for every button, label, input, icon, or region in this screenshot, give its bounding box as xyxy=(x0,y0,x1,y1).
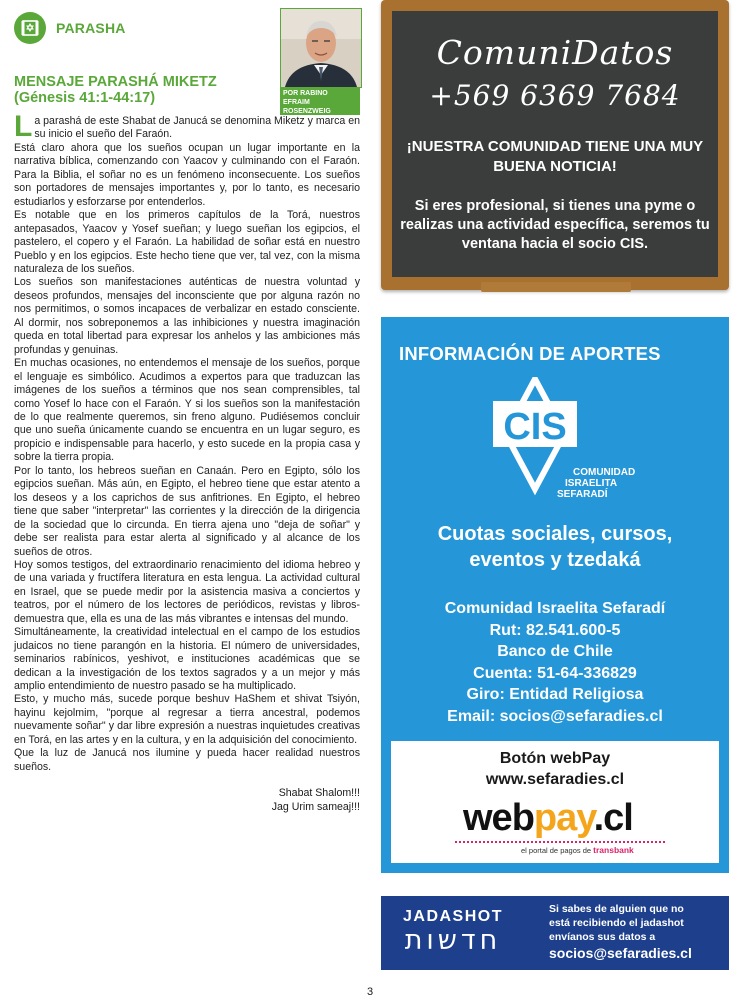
rabbi-caption xyxy=(280,87,360,115)
logo-sub1: COMUNIDAD xyxy=(573,467,636,478)
jadashot-logo-latin: JADASHOT xyxy=(402,908,503,925)
article-paragraph: Que la luz de Janucá nos ilumine y pueda hacer realidad nuestros sueños. xyxy=(14,747,360,773)
bank-email[interactable]: Email: socios@sefaradies.cl xyxy=(447,707,663,725)
bank-line: Banco de Chile xyxy=(497,643,613,660)
section-label: PARASHA xyxy=(56,20,126,36)
drop-cap: L xyxy=(14,110,33,143)
rabbi-portrait xyxy=(280,8,362,88)
article-title: MENSAJE PARASHÁ MIKETZ xyxy=(14,74,217,90)
bank-line: Giro: Entidad Religiosa xyxy=(466,686,644,703)
webpay-button-label[interactable]: Botón webPay xyxy=(499,750,611,767)
article-paragraph: En muchas ocasiones, no entendemos el mensaje de los sueños, porque el lenguaje es simbólico. Acudimos a expertos para que traduzcan las imágenes de los sueños a términos que nos sean comprensibles, tal como Yosef lo hace con el Faraón. Y si los sueños son la manifestación de lo que realmente queremos, sin freno alguno. Pudiésemos concluir que uno sueña únicamente cuando se encuentra en un lugar seguro, es propicio e indispensable para hacerlo, y esto sucede en la propia casa y sobre la tierra propia. xyxy=(14,357,360,464)
bank-line: Cuenta: 51-64-336829 xyxy=(473,664,637,682)
bank-line: Rut: 82.541.600-5 xyxy=(489,621,621,639)
article-paragraph: Por lo tanto, los hebreos sueñan en Canaán. Pero en Egipto, sólo los egipcios sueñan. Más aún, en Egipto, el hebreo tiene que estar atento a los deseos y a los caprichos de sus anfitriones. En Egipto, el hebreo tiene que saber "interpretar" las corrientes y la dirección de la dirigencia de la sociedad que lo circunda. En tierra ajena uno "deja de soñar" y debe ser realista para estar alerta al significado y al alcance de los sueños de otros. xyxy=(14,464,360,558)
bank-line: Comunidad Israelita Sefaradí xyxy=(444,600,666,617)
jadashot-logo-hebrew: חדשות xyxy=(404,925,502,956)
signature xyxy=(14,786,360,814)
article-paragraph: Está claro ahora que los sueños ocupan un lugar importante en la narrativa bíblica, comenzando con Yaacov y culminando con el Faraón. Para la Biblia, el soñar no es un fenómeno inconsecuente. Los sueños son portadores de mensajes importantes y, por lo tanto, es necesario estudiarlos y esforzarse por entenderlos. xyxy=(14,141,360,208)
torah-scroll-icon xyxy=(14,12,46,44)
chalkboard-surface xyxy=(392,11,718,277)
jadashot-email[interactable]: socios@sefaradies.cl xyxy=(549,945,692,961)
board-phone: +569 6369 7684 xyxy=(429,79,681,112)
article-body xyxy=(14,110,360,774)
article-paragraph: Es notable que en los primeros capítulos de la Torá, nuestros antepasados, Yaacov y Yosef sueñan; y luego sueñan los egipcios, el pastelero, el copero y el Faraón. La habilidad de soñar está en nuestro Pueblo y en los egipcios. Este hecho tiene que ver, tal vez, con la misma naturaleza de los sueños. xyxy=(14,209,360,275)
comunidatos-chalkboard xyxy=(381,0,729,294)
cis-star-logo xyxy=(465,377,645,507)
article-subtitle: (Génesis 41:1-44:17) xyxy=(14,90,156,106)
parasha-column xyxy=(14,8,360,814)
article-paragraph: La parashá de este Shabat de Janucá se denomina Miketz y marca en su inicio el sueño del Faraón. xyxy=(14,110,360,143)
bank-details xyxy=(381,598,729,727)
board-headline: ¡NUESTRA COMUNIDAD TIENE UNA MUY BUENA NOTICIA! xyxy=(406,138,704,175)
webpay-footer: el portal de pagos de transbank xyxy=(521,845,634,855)
webpay-panel[interactable] xyxy=(391,741,719,863)
article-paragraph: Hoy somos testigos, del extraordinario renacimiento del idioma hebreo y de una variada y fructífera literatura en esta lengua. La actividad cultural en Israel, que se puede medir por la asistencia masiva a conciertos y teatros, por el número de los lectores de periódicos, revistas y libros- demuestra que, ella es una de las más vibrantes e intensas del mundo. xyxy=(14,558,360,625)
info-title: INFORMACIÓN DE APORTES xyxy=(399,343,661,364)
board-title: ComuniDatos xyxy=(436,33,674,72)
webpay-logo: webpay.cl xyxy=(463,797,633,839)
sign-line1: Shabat Shalom!!! xyxy=(278,787,360,800)
offer-text: Cuotas sociales, cursos, eventos y tzedaká xyxy=(437,523,673,571)
page-number: 3 xyxy=(366,986,374,998)
article-paragraph: Simultáneamente, la creatividad intelectual en el campo de los estudios judaicos no tiene parangón en la historia. El número de universidades, seminarios rabínicos, yeshivot, e instituciones académicas que se dedican a la investigación de los textos sagrados y a un mejor y más amplio entendimiento de nuestro pasado se ha multiplicado. xyxy=(14,626,360,693)
jadashot-logo xyxy=(393,908,513,956)
webpay-divider xyxy=(455,841,665,843)
article-paragraph: Esto, y mucho más, sucede porque beshuv HaShem et shivat Tsiyón, hayinu kejolmim, "porque al regresar a tierra ancestral, podemos nuevamente soñar" y dar libre expresión a nuestras inquietudes creativas en Torá, en las artes y en la cultura, y en la adquisición del conocimiento. xyxy=(14,693,360,746)
rabbi-caption-line2: EFRAIM ROSENZWEIG xyxy=(283,99,331,115)
sign-line2: Jag Urim sameaj!!! xyxy=(271,801,360,814)
logo-sub3: SEFARADÍ xyxy=(557,489,608,500)
logo-cis-text: CIS xyxy=(503,406,567,448)
contributions-info-box xyxy=(381,317,729,873)
jadashot-banner xyxy=(381,896,729,970)
board-body: Si eres profesional, si tienes una pyme o realizas una actividad específica, seremos tu ventana hacia el socio CIS. xyxy=(400,198,710,252)
jadashot-text: Si sabes de alguien que no está recibiendo el jadashot envíanos sus datos a socios@sefaradies.cl xyxy=(549,902,725,962)
article-paragraph: Los sueños son manifestaciones auténticas de nuestra voluntad y deseos profundos, mensajes del inconsciente que por alguna razón no nos permitimos, o somos incapaces de verbalizar en estado consciente. Al dormir, nos sobreponemos a las inhibiciones y nuestra imaginación queda en total libertad para expresar los anhelos y las ambiciones más profundas y genuinas. xyxy=(14,276,360,356)
webpay-url[interactable]: www.sefaradies.cl xyxy=(485,771,625,788)
logo-sub2: ISRAELITA xyxy=(565,478,618,489)
rabbi-caption-line1: POR RABINO xyxy=(283,90,328,97)
chalkboard-ledge xyxy=(481,282,631,292)
